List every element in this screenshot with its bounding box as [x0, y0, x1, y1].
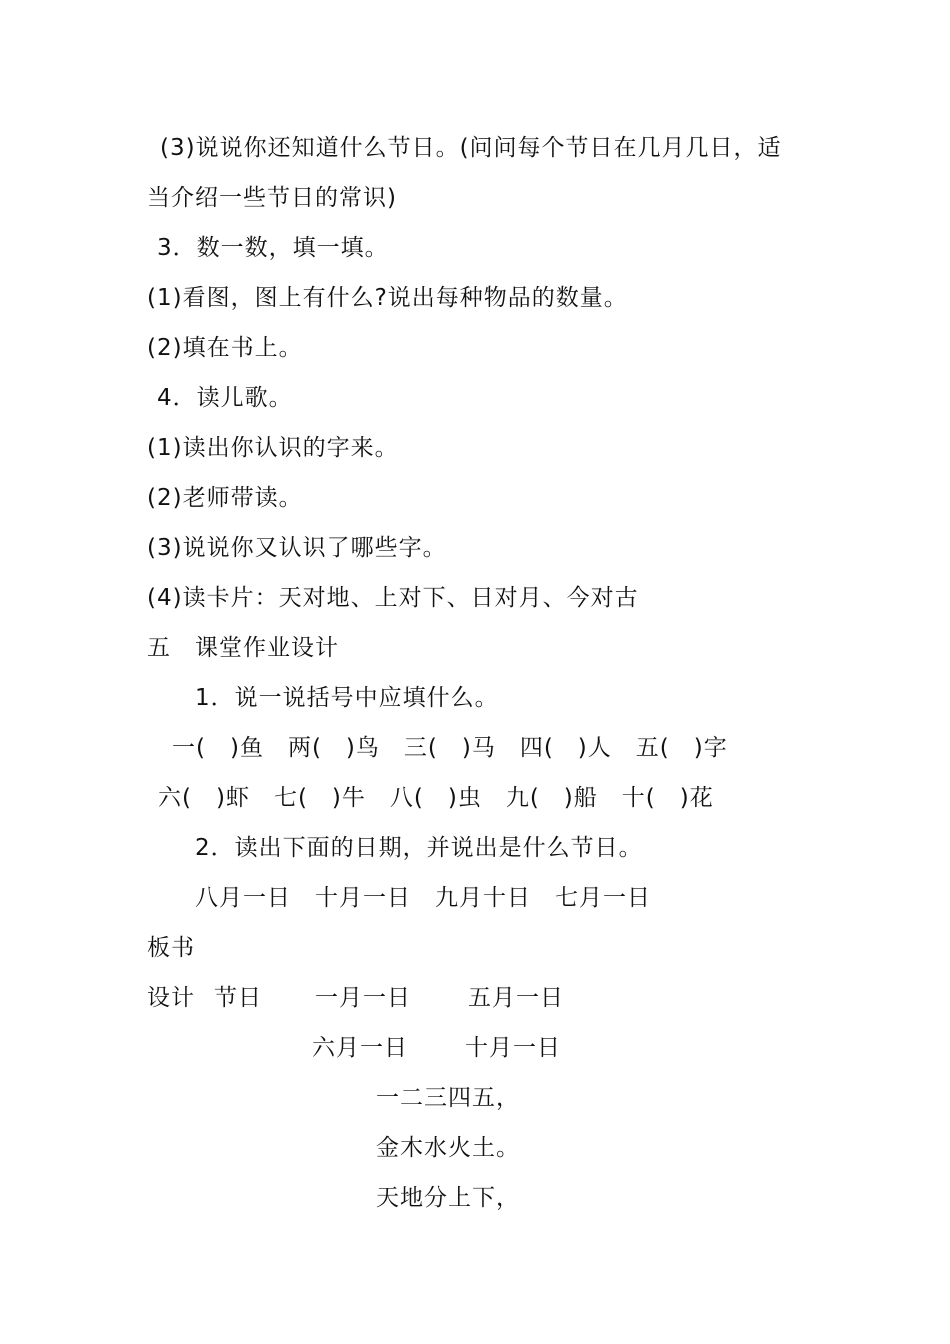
board-label-line2: 设计 [147, 985, 195, 1011]
step4-item2: (2)老师带读。 [147, 485, 303, 511]
board-date-a1: 一月一日 [315, 985, 411, 1011]
step4-heading: 4．读儿歌。 [157, 385, 293, 411]
poem-line3: 天地分上下， [376, 1185, 520, 1211]
homework-q1-row2: 六( )虾 七( )牛 八( )虫 九( )船 十( )花 [158, 785, 714, 811]
step4-item1: (1)读出你认识的字来。 [147, 435, 399, 461]
board-title: 节日 [214, 985, 262, 1011]
homework-q1-row1: 一( )鱼 两( )鸟 三( )马 四( )人 五( )字 [172, 735, 728, 761]
item3-line1: (3)说说你还知道什么节日。(问问每个节日在几月几日，适 [160, 135, 782, 161]
poem-line1: 一二三四五， [376, 1085, 520, 1111]
board-date-a2: 五月一日 [468, 985, 564, 1011]
board-date-b2: 十月一日 [465, 1035, 561, 1061]
board-date-b1: 六月一日 [312, 1035, 408, 1061]
step3-item2: (2)填在书上。 [147, 335, 303, 361]
item3-line2: 当介绍一些节日的常识) [147, 185, 397, 211]
step3-heading: 3．数一数，填一填。 [157, 235, 389, 261]
homework-q1: 1．说一说括号中应填什么。 [195, 685, 499, 711]
step3-item1: (1)看图，图上有什么?说出每种物品的数量。 [147, 285, 628, 311]
homework-heading: 五 课堂作业设计 [147, 635, 339, 661]
homework-q2-dates: 八月一日 十月一日 九月十日 七月一日 [195, 885, 651, 911]
board-label-line1: 板书 [147, 935, 195, 961]
step4-item3: (3)说说你又认识了哪些字。 [147, 535, 447, 561]
homework-q2: 2．读出下面的日期，并说出是什么节日。 [195, 835, 643, 861]
poem-line2: 金木水火土。 [376, 1135, 520, 1161]
step4-item4: (4)读卡片：天对地、上对下、日对月、今对古 [147, 585, 639, 611]
